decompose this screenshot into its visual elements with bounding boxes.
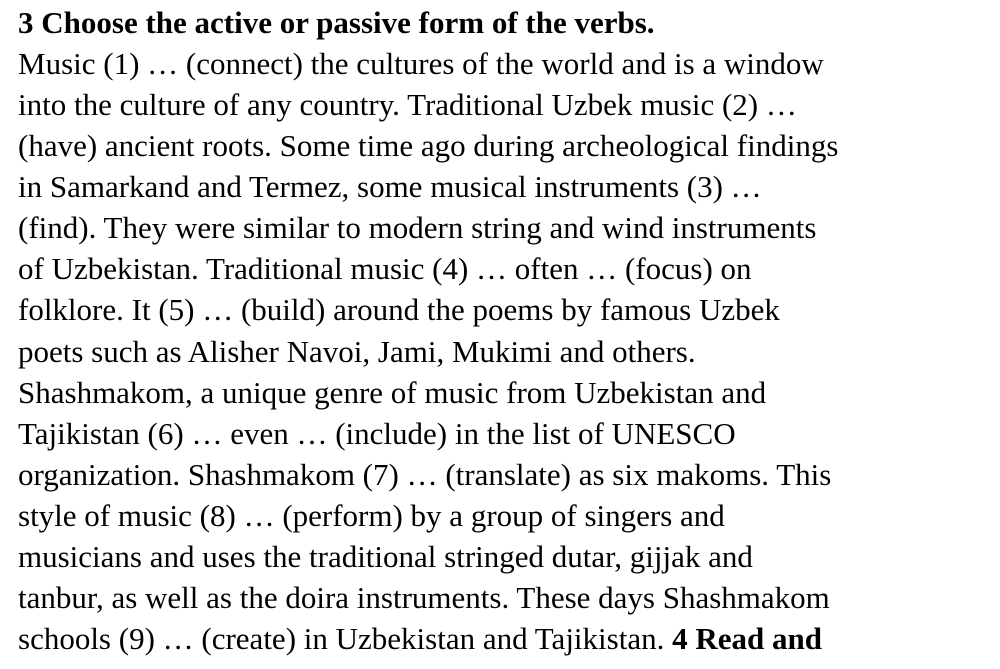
text-line-1: Music (1) … (connect) the cultures of the world and is a window (18, 46, 824, 81)
text-line-14: tanbur, as well as the doira instruments. These days Shashmakom (18, 580, 830, 615)
text-line-11: organization. Shashmakom (7) … (translate) as six makoms. This (18, 457, 832, 492)
text-line-9: Shashmakom, a unique genre of music from Uzbekistan and (18, 375, 767, 410)
exercise-heading: 3 Choose the active or passive form of the verbs. (18, 5, 655, 40)
text-line-10: Tajikistan (6) … even … (include) in the list of UNESCO (18, 416, 736, 451)
text-line-13: musicians and uses the traditional stringed dutar, gijjak and (18, 539, 753, 574)
last-line-text: schools (9) … (create) in Uzbekistan and Tajikistan. (18, 621, 673, 656)
text-line-3: (have) ancient roots. Some time ago during archeological findings (18, 128, 839, 163)
text-line-5: (find). They were similar to modern string and wind instruments (18, 210, 817, 245)
text-line-8: poets such as Alisher Navoi, Jami, Mukimi and others. (18, 334, 696, 369)
text-line-7: folklore. It (5) … (build) around the poems by famous Uzbek (18, 292, 780, 327)
text-line-15 (18, 620, 822, 658)
text-line-6: of Uzbekistan. Traditional music (4) … often … (focus) on (18, 251, 752, 286)
text-line-12: style of music (8) … (perform) by a group of singers and (18, 498, 725, 533)
text-line-2: into the culture of any country. Traditional Uzbek music (2) … (18, 87, 797, 122)
text-line-4: in Samarkand and Termez, some musical instruments (3) … (18, 169, 762, 204)
next-exercise-heading: 4 Read and (672, 621, 822, 656)
